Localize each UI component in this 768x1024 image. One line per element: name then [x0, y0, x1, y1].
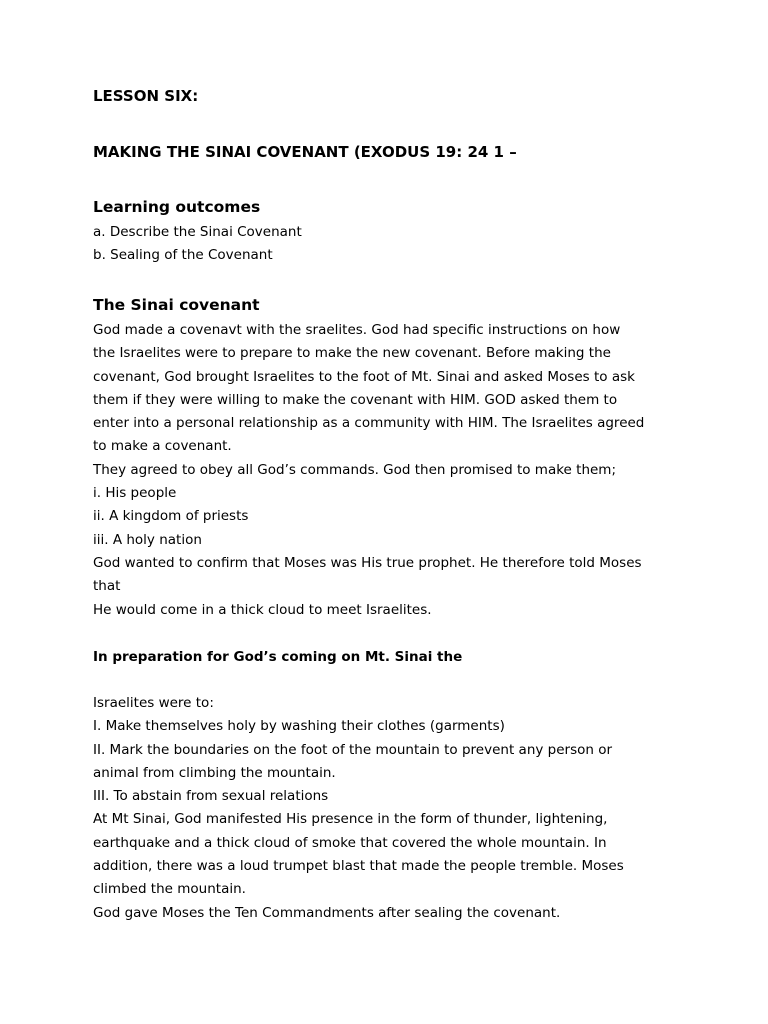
preparation-item: I. Make themselves holy by washing their clothes (garments)	[93, 718, 505, 735]
body-line: that	[93, 578, 121, 595]
promise-item: iii. A holy nation	[93, 531, 202, 548]
body-line: animal from climbing the mountain.	[93, 764, 336, 781]
promise-item: i. His people	[93, 485, 177, 502]
body-line: climbed the mountain.	[93, 881, 246, 898]
body-line: the Israelites were to prepare to make the new covenant. Before making the	[93, 345, 611, 362]
body-line: earthquake and a thick cloud of smoke that covered the whole mountain. In	[93, 834, 607, 851]
body-line: At Mt Sinai, God manifested His presence in the form of thunder, lightening,	[93, 811, 608, 828]
body-line: addition, there was a loud trumpet blast that made the people tremble. Moses	[93, 858, 624, 875]
preparation-item: III. To abstain from sexual relations	[93, 788, 329, 805]
body-line: He would come in a thick cloud to meet Israelites.	[93, 601, 432, 618]
document-title: MAKING THE SINAI COVENANT (EXODUS 19: 24 1 –	[93, 143, 517, 161]
body-line: God made a covenavt with the sraelites. God had specific instructions on how	[93, 322, 621, 338]
lesson-heading: LESSON SIX:	[93, 87, 199, 105]
body-line: them if they were willing to make the covenant with HIM. GOD asked them to	[93, 391, 618, 408]
learning-outcome-item: b. Sealing of the Covenant	[93, 247, 273, 264]
learning-outcome-item: a. Describe the Sinai Covenant	[93, 224, 302, 240]
promise-item: ii. A kingdom of priests	[93, 508, 249, 525]
body-line: covenant, God brought Israelites to the foot of Mt. Sinai and asked Moses to ask	[93, 368, 635, 385]
learning-outcomes-heading: Learning outcomes	[93, 198, 261, 216]
preparation-item: II. Mark the boundaries on the foot of the mountain to prevent any person or	[93, 741, 613, 758]
preparation-body	[93, 692, 683, 925]
preparation-subheading: In preparation for God’s coming on Mt. Sinai the	[93, 649, 463, 665]
body-line: Israelites were to:	[93, 695, 214, 711]
body-line: They agreed to obey all God’s commands. God then promised to make them;	[93, 461, 617, 478]
learning-outcomes-list	[93, 221, 683, 268]
sinai-covenant-heading: The Sinai covenant	[93, 296, 260, 314]
body-line: God gave Moses the Ten Commandments after sealing the covenant.	[93, 904, 561, 921]
body-line: to make a covenant.	[93, 438, 232, 455]
sinai-covenant-body	[93, 319, 683, 622]
body-line: God wanted to confirm that Moses was His true prophet. He therefore told Moses	[93, 554, 642, 571]
body-line: enter into a personal relationship as a community with HIM. The Israelites agreed	[93, 415, 645, 432]
